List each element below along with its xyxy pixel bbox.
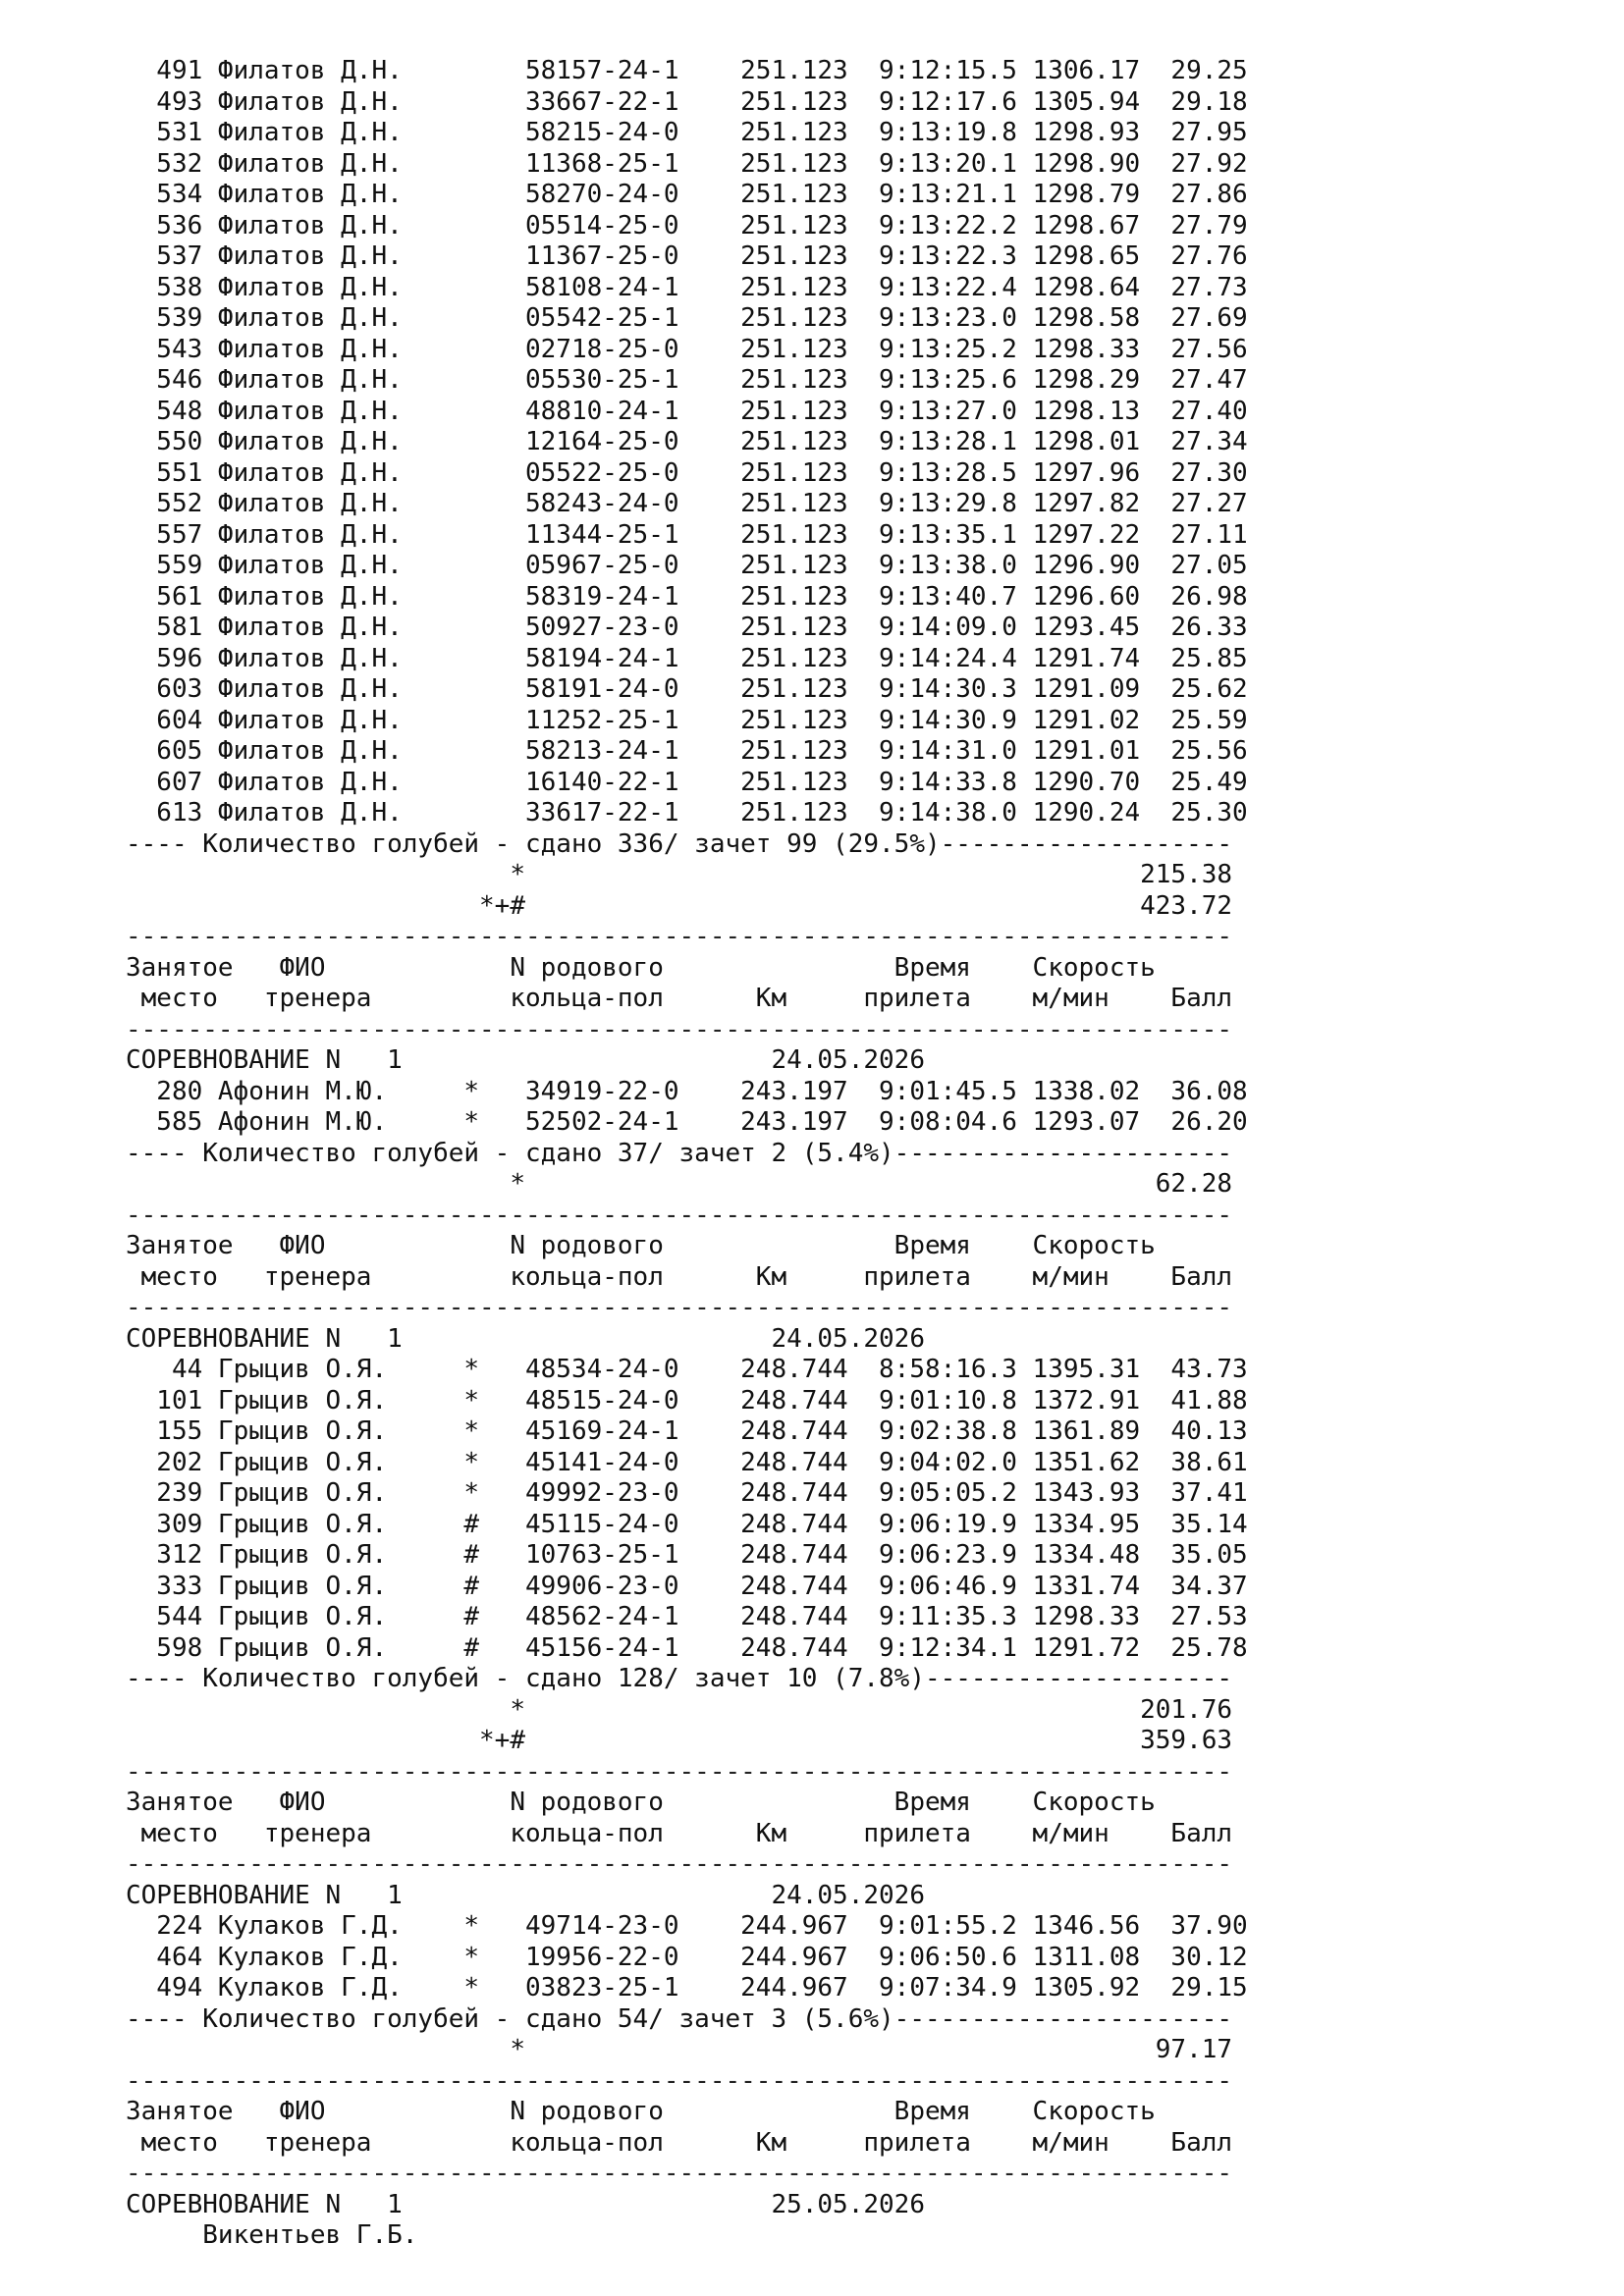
separator-line: ------------------------------------------------------------------------ bbox=[126, 1756, 1233, 1787]
pigeon-count-summary: ---- Количество голубей - сдано 54/ зачет 3 (5.6%)---------------------- bbox=[126, 2003, 1233, 2034]
pigeon-count-summary: ---- Количество голубей - сдано 37/ зачет 2 (5.4%)---------------------- bbox=[126, 1138, 1233, 1168]
result-row: 532 Филатов Д.Н. 11368-25-1 251.123 9:13:20.1 1298.90 27.92 bbox=[126, 148, 1248, 179]
result-row: 605 Филатов Д.Н. 58213-24-1 251.123 9:14:31.0 1291.01 25.56 bbox=[126, 736, 1248, 766]
result-row: 224 Кулаков Г.Д. * 49714-23-0 244.967 9:01:55.2 1346.56 37.90 bbox=[126, 1911, 1248, 1941]
result-row: 607 Филатов Д.Н. 16140-22-1 251.123 9:14:33.8 1290.70 25.49 bbox=[126, 767, 1248, 797]
separator-line: ------------------------------------------------------------------------ bbox=[126, 1293, 1233, 1322]
result-row: 613 Филатов Д.Н. 33617-22-1 251.123 9:14:38.0 1290.24 25.30 bbox=[126, 798, 1248, 828]
column-header-line: место тренера кольца-пол Км прилета м/мин Балл bbox=[126, 1261, 1233, 1292]
result-row: 239 Грыцив О.Я. * 49992-23-0 248.744 9:05:05.2 1343.93 37.41 bbox=[126, 1478, 1248, 1508]
result-row: 548 Филатов Д.Н. 48810-24-1 251.123 9:13:27.0 1298.13 27.40 bbox=[126, 396, 1248, 426]
separator-line: ------------------------------------------------------------------------ bbox=[126, 1200, 1233, 1230]
result-row: 538 Филатов Д.Н. 58108-24-1 251.123 9:13:22.4 1298.64 27.73 bbox=[126, 272, 1248, 302]
column-header-line: Занятое ФИО N родового Время Скорость bbox=[126, 952, 1156, 983]
result-row: 493 Филатов Д.Н. 33667-22-1 251.123 9:12:17.6 1305.94 29.18 bbox=[126, 86, 1248, 117]
result-row: 550 Филатов Д.Н. 12164-25-0 251.123 9:13:28.1 1298.01 27.34 bbox=[126, 427, 1248, 456]
result-row: 551 Филатов Д.Н. 05522-25-0 251.123 9:13:28.5 1297.96 27.30 bbox=[126, 457, 1248, 488]
pigeon-count-summary: ---- Количество голубей - сдано 336/ зачет 99 (29.5%)------------------- bbox=[126, 828, 1233, 859]
separator-line: ------------------------------------------------------------------------ bbox=[126, 1849, 1233, 1879]
result-row: 534 Филатов Д.Н. 58270-24-0 251.123 9:13:21.1 1298.79 27.86 bbox=[126, 180, 1248, 209]
column-header-line: Занятое ФИО N родового Время Скорость bbox=[126, 1231, 1156, 1260]
result-row: 333 Грыцив О.Я. # 49906-23-0 248.744 9:06:46.9 1331.74 34.37 bbox=[126, 1571, 1248, 1601]
result-row: 155 Грыцив О.Я. * 45169-24-1 248.744 9:02:38.8 1361.89 40.13 bbox=[126, 1416, 1248, 1446]
result-row: 552 Филатов Д.Н. 58243-24-0 251.123 9:13:29.8 1297.82 27.27 bbox=[126, 489, 1248, 518]
result-row: 543 Филатов Д.Н. 02718-25-0 251.123 9:13:25.2 1298.33 27.56 bbox=[126, 334, 1248, 364]
points-total: *+# 423.72 bbox=[126, 890, 1233, 921]
result-row: 202 Грыцив О.Я. * 45141-24-0 248.744 9:04:02.0 1351.62 38.61 bbox=[126, 1447, 1248, 1477]
points-total: * 62.28 bbox=[126, 1169, 1233, 1199]
separator-line: ------------------------------------------------------------------------ bbox=[126, 1014, 1233, 1044]
result-row: 596 Филатов Д.Н. 58194-24-1 251.123 9:14:24.4 1291.74 25.85 bbox=[126, 643, 1248, 673]
result-row: 585 Афонин М.Ю. * 52502-24-1 243.197 9:08:04.6 1293.07 26.20 bbox=[126, 1107, 1248, 1137]
competition-heading: СОРЕВНОВАНИЕ N 1 25.05.2026 bbox=[126, 2189, 925, 2219]
result-row: 557 Филатов Д.Н. 11344-25-1 251.123 9:13:35.1 1297.22 27.11 bbox=[126, 519, 1248, 550]
points-total: * 215.38 bbox=[126, 860, 1233, 889]
result-row: 604 Филатов Д.Н. 11252-25-1 251.123 9:14:30.9 1291.02 25.59 bbox=[126, 705, 1248, 735]
column-header-line: Занятое ФИО N родового Время Скорость bbox=[126, 1788, 1156, 1817]
participant-name: Викентьев Г.Б. bbox=[126, 2220, 418, 2250]
result-row: 309 Грыцив О.Я. # 45115-24-0 248.744 9:06:19.9 1334.95 35.14 bbox=[126, 1509, 1248, 1539]
result-row: 44 Грыцив О.Я. * 48534-24-0 248.744 8:58:16.3 1395.31 43.73 bbox=[126, 1355, 1248, 1384]
result-row: 539 Филатов Д.Н. 05542-25-1 251.123 9:13:23.0 1298.58 27.69 bbox=[126, 303, 1248, 333]
column-header-line: место тренера кольца-пол Км прилета м/мин Балл bbox=[126, 2127, 1233, 2158]
separator-line: ------------------------------------------------------------------------ bbox=[126, 922, 1233, 951]
separator-line: ------------------------------------------------------------------------ bbox=[126, 2065, 1233, 2096]
result-row: 546 Филатов Д.Н. 05530-25-1 251.123 9:13:25.6 1298.29 27.47 bbox=[126, 365, 1248, 395]
result-row: 537 Филатов Д.Н. 11367-25-0 251.123 9:13:22.3 1298.65 27.76 bbox=[126, 241, 1248, 271]
points-total: * 97.17 bbox=[126, 2035, 1233, 2064]
competition-heading: СОРЕВНОВАНИЕ N 1 24.05.2026 bbox=[126, 1880, 925, 1910]
result-row: 101 Грыцив О.Я. * 48515-24-0 248.744 9:01:10.8 1372.91 41.88 bbox=[126, 1385, 1248, 1415]
column-header-line: место тренера кольца-пол Км прилета м/мин Балл bbox=[126, 1818, 1233, 1848]
result-row: 598 Грыцив О.Я. # 45156-24-1 248.744 9:12:34.1 1291.72 25.78 bbox=[126, 1632, 1248, 1663]
competition-heading: СОРЕВНОВАНИЕ N 1 24.05.2026 bbox=[126, 1323, 925, 1354]
results-report bbox=[126, 56, 1549, 2252]
competition-heading: СОРЕВНОВАНИЕ N 1 24.05.2026 bbox=[126, 1045, 925, 1075]
pigeon-count-summary: ---- Количество голубей - сдано 128/ зачет 10 (7.8%)-------------------- bbox=[126, 1664, 1233, 1693]
result-row: 561 Филатов Д.Н. 58319-24-1 251.123 9:13:40.7 1296.60 26.98 bbox=[126, 581, 1248, 612]
result-row: 559 Филатов Д.Н. 05967-25-0 251.123 9:13:38.0 1296.90 27.05 bbox=[126, 551, 1248, 580]
result-row: 544 Грыцив О.Я. # 48562-24-1 248.744 9:11:35.3 1298.33 27.53 bbox=[126, 1602, 1248, 1631]
result-row: 531 Филатов Д.Н. 58215-24-0 251.123 9:13:19.8 1298.93 27.95 bbox=[126, 118, 1248, 147]
result-row: 464 Кулаков Г.Д. * 19956-22-0 244.967 9:06:50.6 1311.08 30.12 bbox=[126, 1942, 1248, 1972]
result-row: 581 Филатов Д.Н. 50927-23-0 251.123 9:14:09.0 1293.45 26.33 bbox=[126, 613, 1248, 642]
column-header-line: место тренера кольца-пол Км прилета м/мин Балл bbox=[126, 984, 1233, 1013]
result-row: 536 Филатов Д.Н. 05514-25-0 251.123 9:13:22.2 1298.67 27.79 bbox=[126, 210, 1248, 240]
points-total: *+# 359.63 bbox=[126, 1726, 1233, 1755]
separator-line: ------------------------------------------------------------------------ bbox=[126, 2159, 1233, 2188]
points-total: * 201.76 bbox=[126, 1694, 1233, 1725]
column-header-line: Занятое ФИО N родового Время Скорость bbox=[126, 2097, 1156, 2126]
result-row: 494 Кулаков Г.Д. * 03823-25-1 244.967 9:07:34.9 1305.92 29.15 bbox=[126, 1973, 1248, 2002]
result-row: 491 Филатов Д.Н. 58157-24-1 251.123 9:12:15.5 1306.17 29.25 bbox=[126, 56, 1248, 85]
result-row: 312 Грыцив О.Я. # 10763-25-1 248.744 9:06:23.9 1334.48 35.05 bbox=[126, 1540, 1248, 1570]
result-row: 603 Филатов Д.Н. 58191-24-0 251.123 9:14:30.3 1291.09 25.62 bbox=[126, 674, 1248, 704]
result-row: 280 Афонин М.Ю. * 34919-22-0 243.197 9:01:45.5 1338.02 36.08 bbox=[126, 1076, 1248, 1106]
